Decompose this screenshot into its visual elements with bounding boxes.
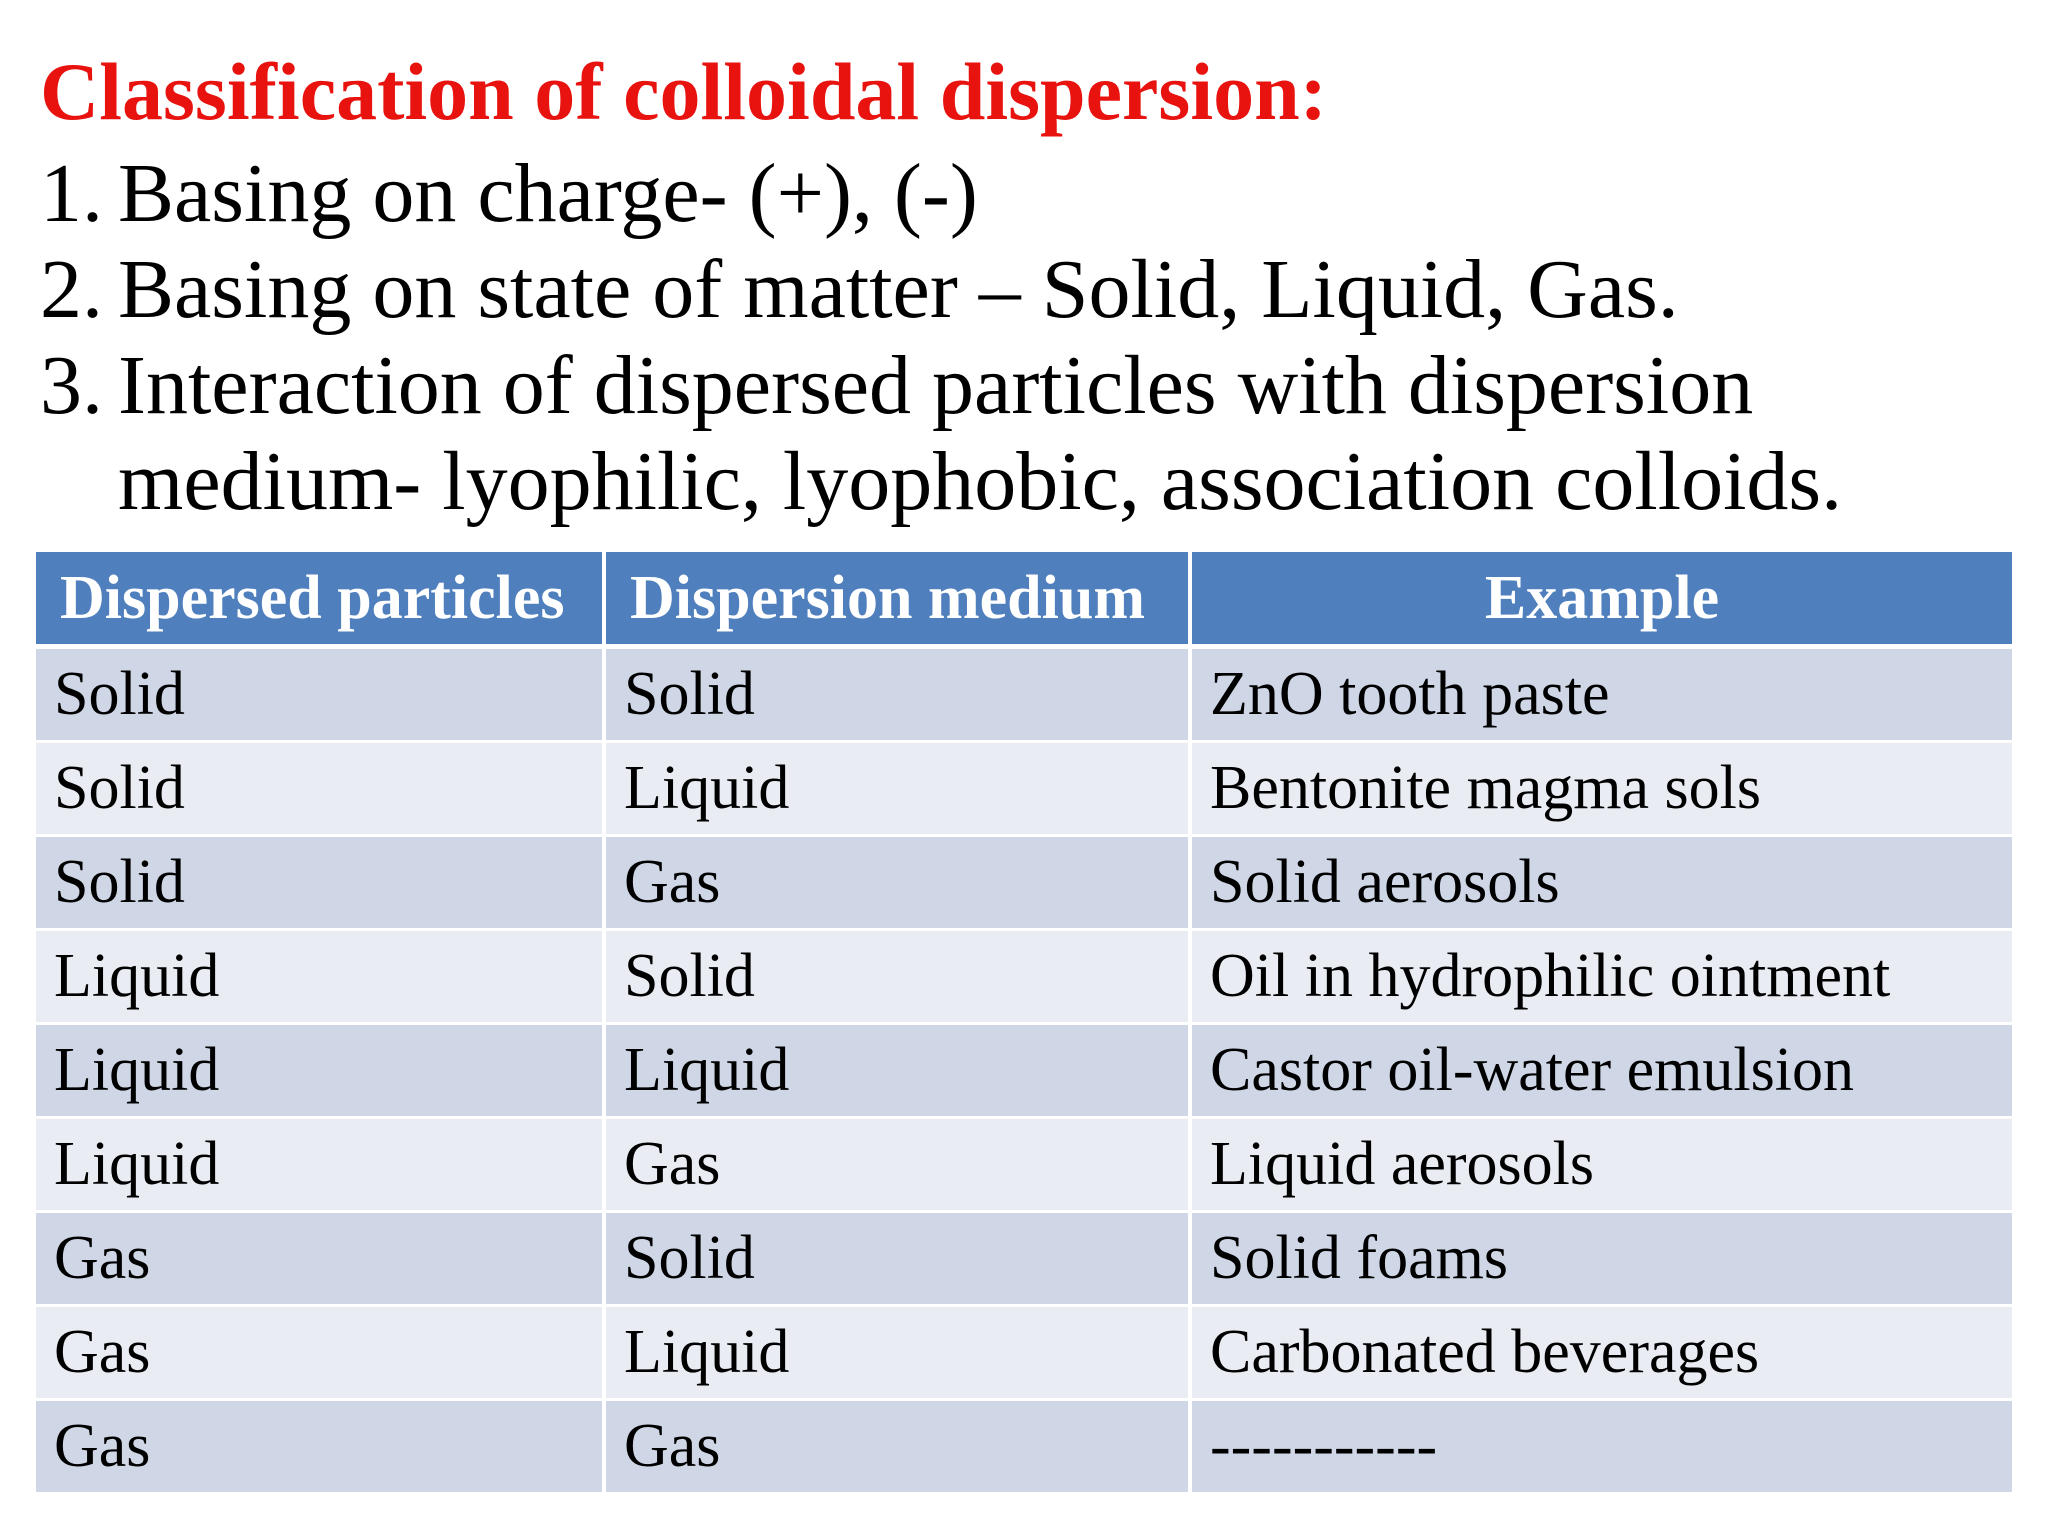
cell-dispersion-medium: Liquid: [604, 1024, 1190, 1118]
cell-dispersed-particles: Liquid: [36, 930, 604, 1024]
list-item: [40, 146, 2020, 242]
list-item-number: 3.: [40, 339, 103, 432]
cell-example: Solid foams: [1190, 1212, 2012, 1306]
cell-example: Bentonite magma sols: [1190, 742, 2012, 836]
cell-dispersion-medium: Solid: [604, 1212, 1190, 1306]
cell-example: Carbonated beverages: [1190, 1306, 2012, 1400]
table-row: [36, 1024, 2012, 1118]
table-row: [36, 742, 2012, 836]
cell-example: ZnO tooth paste: [1190, 647, 2012, 742]
cell-dispersion-medium: Gas: [604, 1118, 1190, 1212]
cell-example: Solid aerosols: [1190, 836, 2012, 930]
list-item-text: Interaction of dispersed particles with dispersion medium- lyophilic, lyophobic, association colloids.: [118, 339, 1843, 528]
cell-example: Liquid aerosols: [1190, 1118, 2012, 1212]
cell-example: Castor oil-water emulsion: [1190, 1024, 2012, 1118]
cell-dispersion-medium: Solid: [604, 930, 1190, 1024]
cell-example: -----------: [1190, 1400, 2012, 1494]
cell-dispersed-particles: Gas: [36, 1212, 604, 1306]
cell-example: Oil in hydrophilic ointment: [1190, 930, 2012, 1024]
header-dispersed-particles: Dispersed particles: [36, 552, 604, 647]
colloid-table-container: [36, 552, 2012, 1495]
cell-dispersed-particles: Gas: [36, 1400, 604, 1494]
table-row: [36, 1306, 2012, 1400]
header-dispersion-medium: Dispersion medium: [604, 552, 1190, 647]
cell-dispersion-medium: Gas: [604, 836, 1190, 930]
list-item-text: Basing on state of matter – Solid, Liquid, Gas.: [118, 243, 1679, 336]
cell-dispersed-particles: Liquid: [36, 1118, 604, 1212]
cell-dispersion-medium: Gas: [604, 1400, 1190, 1494]
colloid-table: [36, 552, 2012, 1495]
table-row: [36, 930, 2012, 1024]
classification-list: [40, 146, 2020, 530]
list-item: [40, 242, 2020, 338]
cell-dispersed-particles: Solid: [36, 647, 604, 742]
cell-dispersion-medium: Liquid: [604, 742, 1190, 836]
list-item: [40, 338, 2020, 530]
header-example: Example: [1190, 552, 2012, 647]
cell-dispersed-particles: Solid: [36, 836, 604, 930]
table-header-row: [36, 552, 2012, 647]
cell-dispersion-medium: Solid: [604, 647, 1190, 742]
cell-dispersed-particles: Solid: [36, 742, 604, 836]
list-item-text: Basing on charge- (+), (-): [118, 147, 978, 240]
list-item-number: 1.: [40, 147, 103, 240]
slide-title: Classification of colloidal dispersion:: [40, 46, 1328, 137]
cell-dispersed-particles: Gas: [36, 1306, 604, 1400]
table-row: [36, 647, 2012, 742]
table-row: [36, 1212, 2012, 1306]
cell-dispersed-particles: Liquid: [36, 1024, 604, 1118]
table-row: [36, 1118, 2012, 1212]
table-row: [36, 1400, 2012, 1494]
cell-dispersion-medium: Liquid: [604, 1306, 1190, 1400]
list-item-number: 2.: [40, 243, 103, 336]
table-row: [36, 836, 2012, 930]
